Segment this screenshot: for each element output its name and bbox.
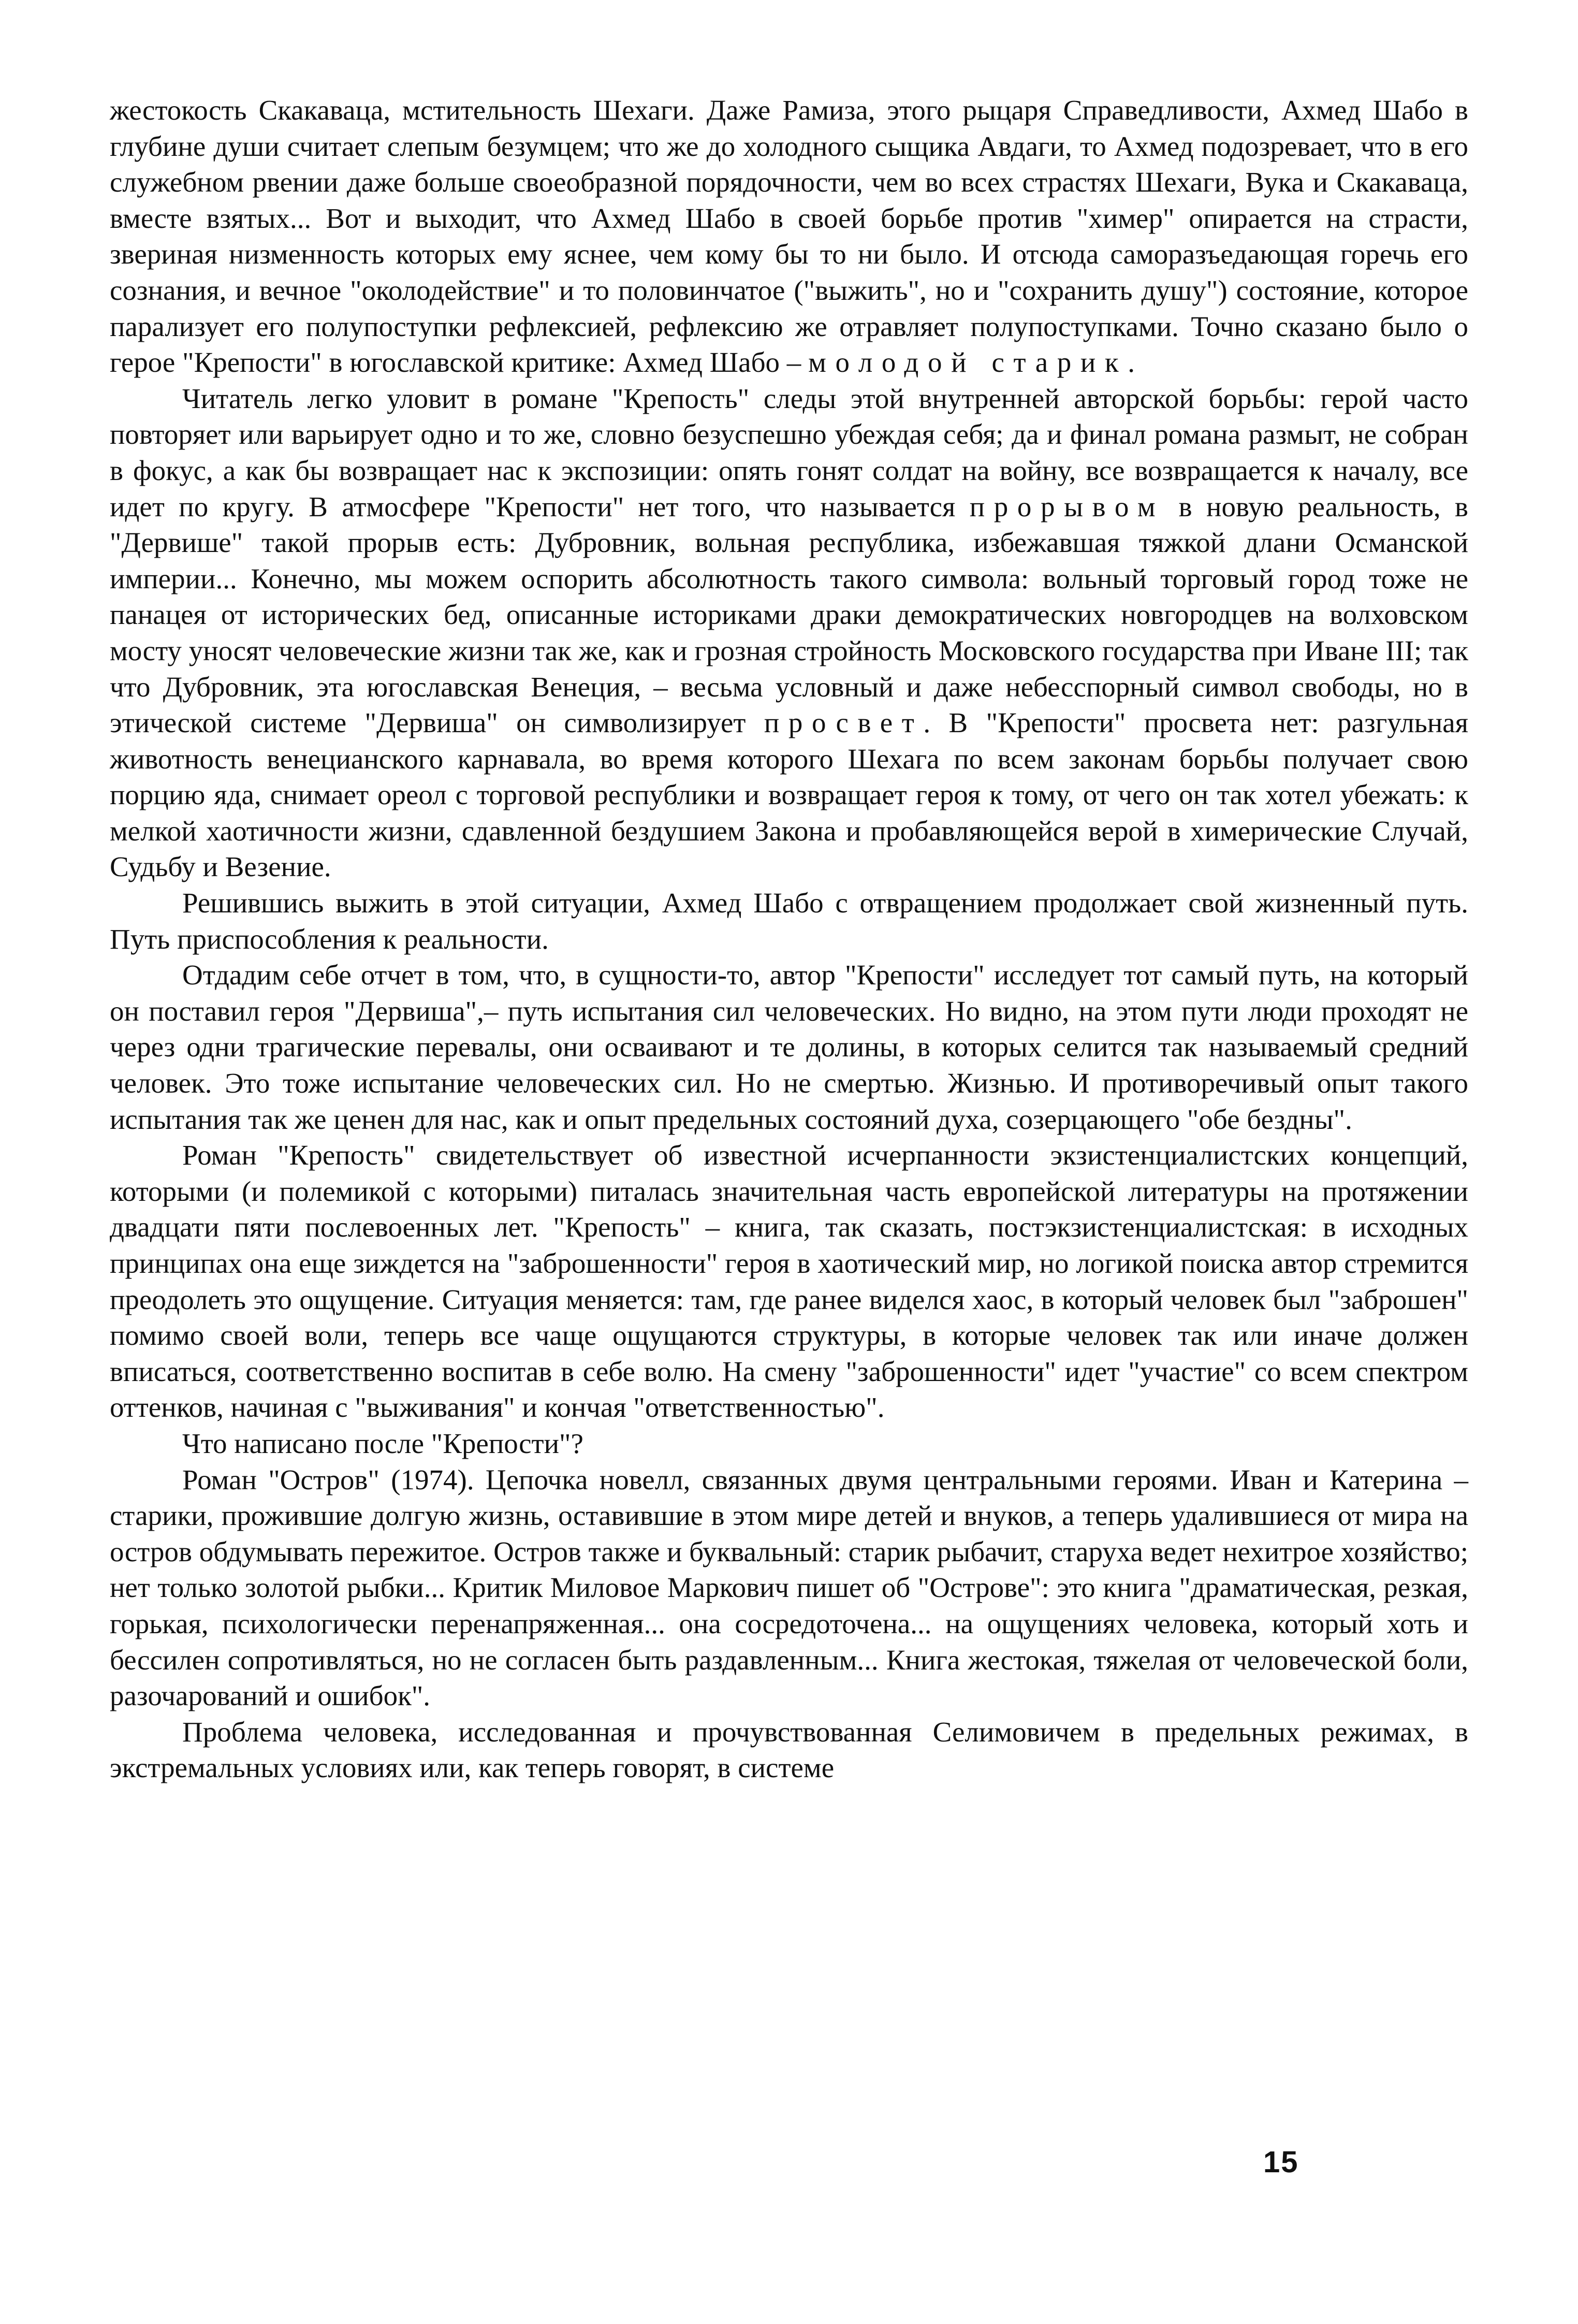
paragraph-p6 — [110, 1426, 1468, 1462]
paragraph-p4 — [110, 957, 1468, 1137]
text-run: Роман "Остров" (1974). Цепочка новелл, связанных двумя центральными героями. Иван и Катерина – старики, прожившие долгую жизнь, оставившие в этом мире детей и внуков, а теперь удалившиеся от мира на остров обдумывать пережитое. Остров также и буквальный: старик рыбачит, старуха ведет нехитрое хозяйство; нет только золотой рыбки... Критик Миловое Маркович пишет об "Острове": это книга "драматическая, резкая, горькая, психологически перенапряженная... она сосредоточена... на ощущениях человека, который хоть и бессилен сопротивляться, но не согласен быть раздавленным... Книга жестокая, тяжелая от человеческой боли, разочарований и ошибок". — [110, 1463, 1468, 1712]
text-run: Проблема человека, исследованная и прочувствованная Селимовичем в предельных режимах, в экстремальных условиях или, как теперь говорят, в системе — [110, 1716, 1468, 1784]
text-run: Отдадим себе отчет в том, что, в сущности-то, автор "Крепости" исследует тот самый путь, на который он поставил героя "Дервиша",– путь испытания сил человеческих. Но видно, на этом пути люди проходят не через одни трагические перевалы, они осваивают и те долины, в которых селится так называемый средний человек. Это тоже испытание человеческих сил. Но не смертью. Жизнью. И противоречивый опыт такого испытания так же ценен для нас, как и опыт предельных состояний духа, созерцающего "обе бездны". — [110, 959, 1468, 1135]
page-number: 15 — [1263, 2145, 1299, 2179]
text-run: в новую реальность, в "Дервише" такой прорыв есть: Дубровник, вольная республика, избежавшая тяжкой длани Османской империи... Конечно, мы можем оспорить абсолютность такого символа: вольный торговый город тоже не панацея от исторических бед, описанные историками драки демократических новгородцев на волховском мосту уносят человеческие жизни так же, как и грозная стройность Московского государства при Иване III; так что Дубровник, эта югославская Венеция, – весьма условный и даже небесспорный символ свободы, но в этической системе "Дервиша" он символизирует — [110, 490, 1468, 739]
text-run: . В "Крепости" просвета нет: разгульная животность венецианского карнавала, во время которого Шехага по всем законам борьбы получает свою порцию яда, снимает ореол с торговой республики и возвращает героя к тому, от чего он так хотел убежать: к мелкой хаотичности жизни, сдавленной бездушием Закона и пробавляющейся верой в химерические Случай, Судьбу и Везение. — [110, 707, 1469, 883]
paragraph-p2 — [110, 381, 1468, 885]
paragraph-p1 — [110, 92, 1468, 381]
paragraph-p5 — [110, 1137, 1468, 1426]
body-text — [110, 92, 1468, 1786]
paragraph-p7 — [110, 1462, 1468, 1714]
emphasized-text: просвет — [764, 707, 924, 739]
paragraph-p8 — [110, 1714, 1468, 1786]
text-run: жестокость Скакаваца, мстительность Шехаги. Даже Рамиза, этого рыцаря Справедливости, Ахмед Шабо в глубине души считает слепым безумцем; что же до холодного сыщика Авдаги, то Ахмед подозревает, что в его служебном рвении даже больше своеобразной порядочности, чем во всех страстях Шехаги, Вука и Скакаваца, вместе взятых... Вот и выходит, что Ахмед Шабо в своей борьбе против "химер" опирается на страсти, звериная низменность которых ему яснее, чем кому бы то ни было. И отсюда саморазъедающая горечь его сознания, и вечное "околодействие" и то половинчатое ("выжить", но и "сохранить душу") состояние, которое парализует его полупоступки рефлексией, рефлексию же отравляет полупоступками. Точно сказано было о герое "Крепости" в югославской критике: Ахмед Шабо – — [110, 94, 1468, 379]
paragraph-p3 — [110, 885, 1468, 957]
text-run: Роман "Крепость" свидетельствует об известной исчерпанности экзистенциалистских концепций, которыми (и полемикой с которыми) питалась значительная часть европейской литературы на протяжении двадцати пяти послевоенных лет. "Крепость" – книга, так сказать, постэкзистенциалистская: в исходных принципах она еще зиждется на "заброшенности" героя в хаотический мир, но логикой поиска автор стремится преодолеть это ощущение. Ситуация меняется: там, где ранее виделся хаос, в который человек был "заброшен" помимо своей воли, теперь все чаще ощущаются структуры, в которые человек так или иначе должен вписаться, соответственно воспитав в себе волю. На смену "заброшенности" идет "участие" со всем спектром оттенков, начиная с "выживания" и кончая "ответственностью". — [110, 1139, 1468, 1424]
emphasized-text: прорывом — [969, 490, 1165, 522]
text-run: Решившись выжить в этой ситуации, Ахмед Шабо с отвращением продолжает свой жизненный путь. Путь приспособления к реальности. — [110, 887, 1468, 955]
text-run: Что написано после "Крепости"? — [182, 1427, 583, 1459]
emphasized-text: молодой старик. — [808, 346, 1144, 379]
text-run: Читатель легко уловит в романе "Крепость" следы этой внутренней авторской борьбы: герой часто повторяет или варьирует одно и то же, словно безуспешно убеждая себя; да и финал романа размыт, не собран в фокус, а как бы возвращает нас к экспозиции: опять гонят солдат на войну, все возвращается к началу, все идет по кругу. В атмосфере "Крепости" нет того, что называется — [110, 382, 1468, 522]
